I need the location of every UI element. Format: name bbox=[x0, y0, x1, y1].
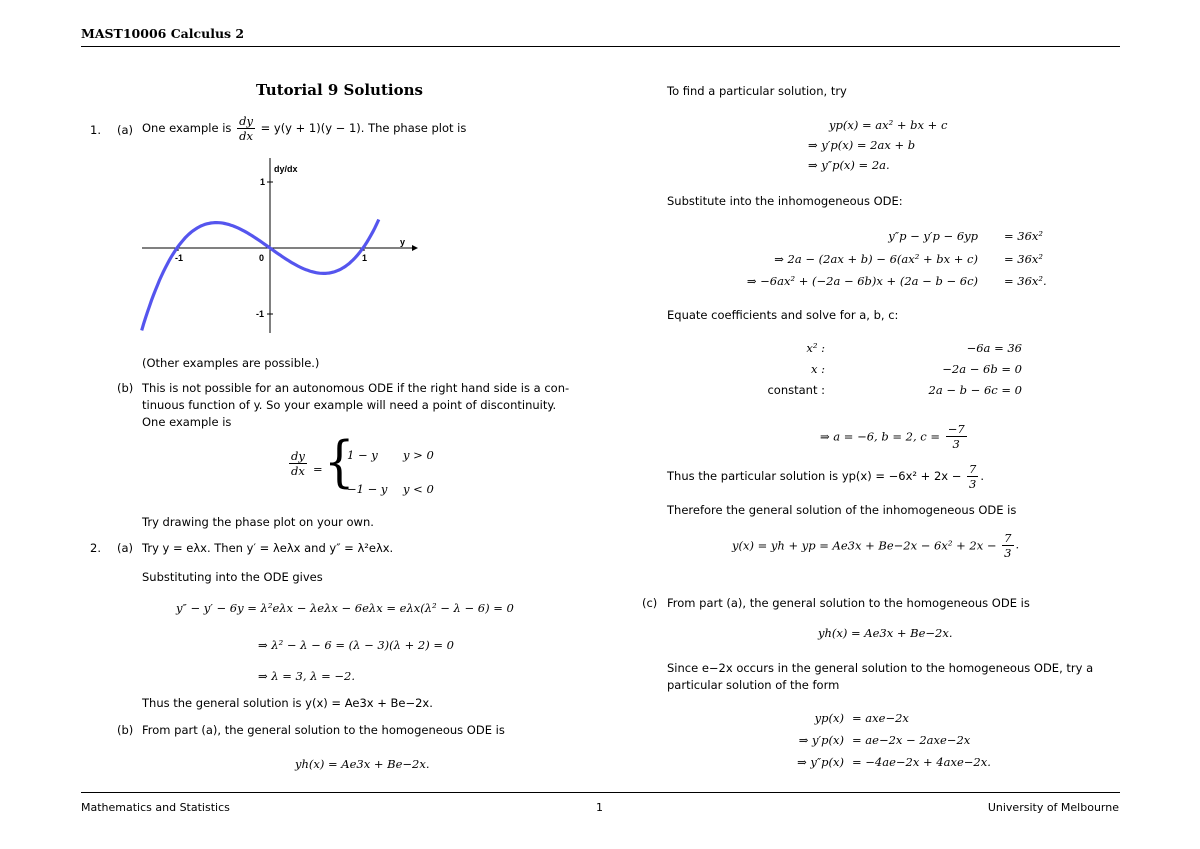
q2-eq3: ⇒ λ = 3, λ = −2. bbox=[258, 669, 355, 683]
q1b-try: Try drawing the phase plot on your own. bbox=[142, 515, 374, 529]
substitute-text: Substitute into the inhomogeneous ODE: bbox=[667, 194, 903, 208]
part-c-eq: yh(x) = Ae3x + Be−2x. bbox=[818, 626, 953, 640]
q1-number: 1. bbox=[90, 123, 101, 137]
q2b-label: (b) bbox=[117, 723, 134, 737]
form-2-rhs: = ae−2x − 2axe−2x bbox=[852, 733, 971, 747]
footer-rule bbox=[81, 792, 1120, 793]
coef-1-label: x² : bbox=[806, 341, 825, 355]
particular-denominator: 3 bbox=[969, 477, 977, 491]
dydx-fraction: $\frac{dy}{dx}$ bbox=[239, 114, 253, 143]
general-numerator: 7 bbox=[1004, 531, 1012, 545]
q2a-label: (a) bbox=[117, 541, 134, 555]
subst-2-lhs: ⇒ 2a − (2ax + b) − 6(ax² + bx + c) bbox=[774, 252, 978, 266]
abc-text: ⇒ a = −6, b = 2, c = bbox=[820, 429, 941, 444]
dydx-fraction-b: $\frac{dy}{dx}$ bbox=[291, 449, 305, 478]
footer-right: University of Melbourne bbox=[987, 801, 1119, 814]
c-fraction bbox=[946, 422, 967, 451]
coef-2-eq: −2a − 6b = 0 bbox=[942, 362, 1022, 376]
yp-first: ⇒ y′p(x) = 2ax + b bbox=[808, 138, 916, 152]
q1a-line bbox=[142, 114, 466, 143]
subst-3-rhs: = 36x². bbox=[1004, 274, 1047, 288]
x-axis-arrow bbox=[412, 245, 418, 251]
since-line1: Since e−2x occurs in the general solution to the homogeneous ODE, try a bbox=[667, 661, 1094, 675]
q1b-line1: This is not possible for an autonomous ODE if the right hand side is a con- bbox=[142, 381, 570, 395]
left-brace: { bbox=[324, 429, 355, 495]
q2-eq1: y″ − y′ − 6y = λ²eλx − λeλx − 6eλx = eλx(λ² − λ − 6) = 0 bbox=[176, 601, 514, 615]
particular-fraction bbox=[967, 462, 978, 491]
therefore-text: Therefore the general solution of the inhomogeneous ODE is bbox=[667, 503, 1017, 517]
c-numerator: −7 bbox=[947, 422, 965, 436]
form-1-rhs: = axe−2x bbox=[852, 711, 909, 725]
footer-left: Mathematics and Statistics bbox=[81, 801, 230, 814]
subst-1-rhs: = 36x² bbox=[1004, 229, 1044, 243]
q2-general: Thus the general solution is y(x) = Ae3x + Be−2x. bbox=[142, 696, 433, 710]
q1b-line3: One example is bbox=[142, 415, 232, 429]
form-2-lhs: ⇒ y′p(x) bbox=[798, 733, 844, 747]
try-particular: To find a particular solution, try bbox=[667, 84, 847, 98]
general-text: y(x) = yh + yp = Ae3x + Be−2x − 6x² + 2x − bbox=[732, 538, 997, 553]
tick-label-y-neg1: -1 bbox=[256, 309, 265, 319]
coef-2-label: x : bbox=[810, 362, 825, 376]
page-title: Tutorial 9 Solutions bbox=[256, 81, 423, 99]
q2-number: 2. bbox=[90, 541, 101, 555]
q2b-line: From part (a), the general solution to the homogeneous ODE is bbox=[142, 723, 505, 737]
subst-3-lhs: ⇒ −6ax² + (−2a − 6b)x + (2a − b − 6c) bbox=[746, 274, 978, 288]
q1a-rhs: = y(y + 1)(y − 1). The phase plot is bbox=[260, 121, 467, 135]
yp-second: ⇒ y″p(x) = 2a. bbox=[808, 158, 890, 172]
coef-3-label: constant : bbox=[767, 383, 825, 397]
part-c-line: From part (a), the general solution to the homogeneous ODE is bbox=[667, 596, 1030, 610]
tick-label-x-1: 1 bbox=[362, 253, 368, 263]
q1b-label: (b) bbox=[117, 381, 134, 395]
tick-label-origin: 0 bbox=[259, 253, 265, 263]
general-fraction bbox=[1002, 531, 1013, 560]
case1-cond: y > 0 bbox=[403, 448, 434, 462]
q2a-line: Try y = eλx. Then y′ = λeλx and y″ = λ²eλx. bbox=[142, 541, 394, 555]
yp-def: yp(x) = ax² + bx + c bbox=[829, 118, 948, 132]
subst-2-rhs: = 36x² bbox=[1004, 252, 1044, 266]
particular-numerator: 7 bbox=[969, 462, 977, 476]
equate-text: Equate coefficients and solve for a, b, c: bbox=[667, 308, 899, 322]
footer-page: 1 bbox=[596, 801, 603, 814]
equals-sign: = bbox=[313, 462, 323, 476]
since-line2: particular solution of the form bbox=[667, 678, 840, 692]
q2b-eq: yh(x) = Ae3x + Be−2x. bbox=[295, 757, 430, 771]
q1-other-examples: (Other examples are possible.) bbox=[142, 356, 320, 370]
form-1-lhs: yp(x) bbox=[814, 711, 844, 725]
tick-label-y-1: 1 bbox=[260, 177, 266, 187]
particular-text: Thus the particular solution is yp(x) = −6x² + 2x − bbox=[667, 469, 962, 483]
c-denominator: 3 bbox=[952, 437, 960, 451]
plot-ylabel: dy/dx bbox=[274, 164, 298, 174]
plot-xlabel: y bbox=[400, 237, 406, 247]
form-3-rhs: = −4ae−2x + 4axe−2x. bbox=[852, 755, 991, 769]
coef-3-eq: 2a − b − 6c = 0 bbox=[928, 383, 1022, 397]
abc-solution bbox=[820, 422, 969, 451]
case2-cond: y < 0 bbox=[403, 482, 434, 496]
course-header: MAST10006 Calculus 2 bbox=[81, 26, 245, 41]
q2-eq2: ⇒ λ² − λ − 6 = (λ − 3)(λ + 2) = 0 bbox=[258, 638, 454, 652]
case2-expr: −1 − y bbox=[347, 482, 388, 496]
form-3-lhs: ⇒ y″p(x) bbox=[797, 755, 844, 769]
subst-1-lhs: y″p − y′p − 6yp bbox=[888, 229, 978, 243]
case1-expr: 1 − y bbox=[347, 448, 378, 462]
part-c-label: (c) bbox=[642, 596, 658, 610]
coef-1-eq: −6a = 36 bbox=[966, 341, 1022, 355]
q1a-label: (a) bbox=[117, 123, 134, 137]
q1b-line2: tinuous function of y. So your example will need a point of discontinuity. bbox=[142, 398, 557, 412]
particular-solution: Thus the particular solution is yp(x) = −6x² + 2x − $\frac{7}{3}$ . bbox=[667, 462, 985, 491]
general-solution: y(x) = yh + yp = Ae3x + Be−2x − 6x² + 2x − $\frac{7}{3}$ . bbox=[732, 531, 1020, 560]
q2a-substituting: Substituting into the ODE gives bbox=[142, 570, 323, 584]
q1b-piecewise bbox=[287, 437, 309, 478]
tick-label-x-neg1: -1 bbox=[175, 253, 184, 263]
phase-plot bbox=[138, 155, 428, 345]
header-rule bbox=[81, 46, 1120, 47]
general-denominator: 3 bbox=[1004, 546, 1012, 560]
q1a-intro: One example is bbox=[142, 121, 232, 135]
